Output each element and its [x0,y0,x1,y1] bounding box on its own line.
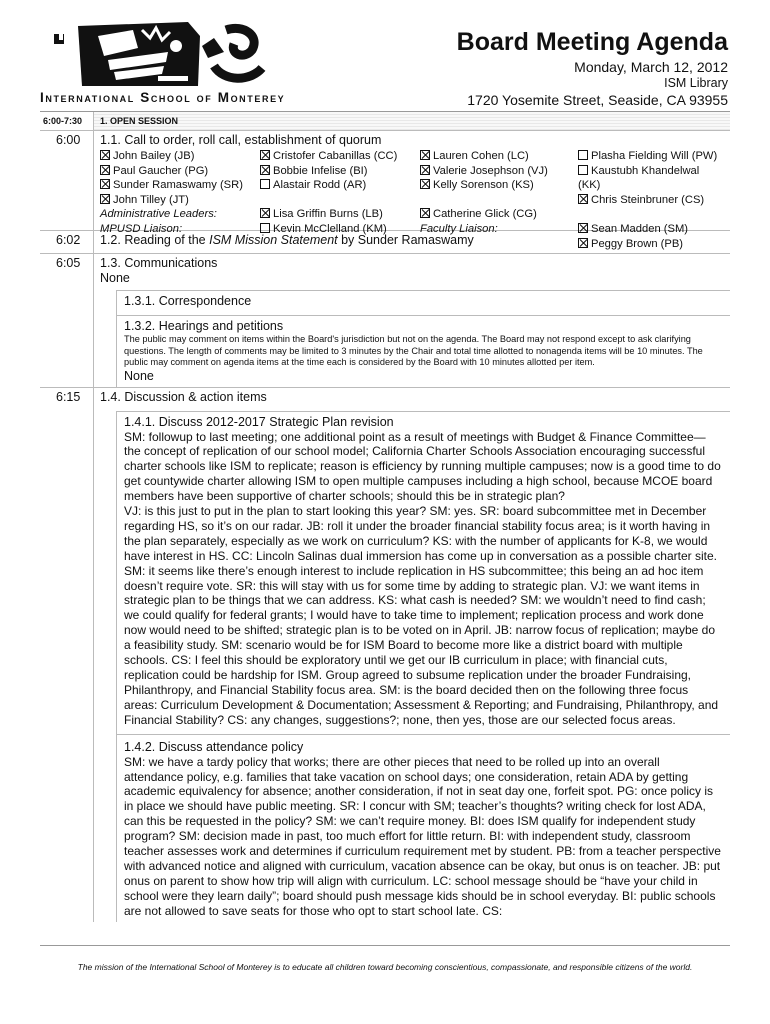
faculty-liaison-label: Faculty Liaison: [420,222,498,235]
roll-entry[interactable]: Lauren Cohen (LC) [420,149,548,164]
meeting-address: 1720 Yosemite Street, Seaside, CA 93955 [467,92,728,108]
checked-box-icon [100,165,110,175]
unchecked-box-icon [260,179,270,189]
subitem-note: None [124,368,154,383]
roll-entry[interactable]: Lisa Griffin Burns (LB) [260,207,397,222]
roll-entry[interactable]: Peggy Brown (PB) [578,237,724,252]
unchecked-box-icon [260,223,270,233]
agenda-table [40,111,730,946]
roll-entry[interactable]: Kaustubh Khandelwal (KK) [578,164,700,192]
item-time: 6:15 [56,389,81,404]
checked-box-icon [260,165,270,175]
roll-entry[interactable]: Kevin McClelland (KM) [260,222,397,237]
roll-entry[interactable]: Paul Gaucher (PG) [100,164,243,179]
mpusd-liaison-label: MPUSD Liaison: [100,222,183,235]
item-title: 1.3. Communications [100,256,218,270]
roll-column [578,149,724,251]
item-time: 6:00 [56,133,81,147]
session-header-row [40,112,730,131]
meeting-info [457,28,728,109]
mission-footer: The mission of the International School of Monterey is to educate all children toward becoming conscientious, compassionate, and responsible citizens of the world. [77,962,693,972]
subitem [116,315,730,387]
subitem-text: SM: we have a tardy policy that works; there are other pieces that need to be rolled up into an overall attendance policy, e.g. families that take vacation on school days; one consideration, retain ADA by getting academic equivalency for absence; another consideration, if not in seat day one, forfeit spot. PG: once policy is in place we should have public meeting. SR: I concur with SM; teacher’s thoughts? writing check for lost ADA, can this be requested in the policy? SM: we can’t require money. BI: does ISM qualify for independent study program? SM: decision made in past, too much effort for little return. BI: with independent study, classroom teacher assesses work and determines if curriculum requirement met by student. PB: from a teacher perspective with advanced notice and aligned with curriculum, vacation absence can be okay, but onus is on teacher. JB: put onus on parent to show how trip will align with curriculum. LC: school message should be “have your child in school were they learn daily”; board should push message kids should be in school everyday. BI: public schools are not allowed to save seats for those who opt to start school late. CS: [124,754,721,918]
checked-box-icon [578,223,588,233]
school-name: International School of Monterey [40,90,286,105]
checked-box-icon [420,208,430,218]
admin-leaders-label: Administrative Leaders: [100,208,217,221]
subitem-title: 1.4.1. Discuss 2012-2017 Strategic Plan revision [124,414,394,429]
roll-column [100,149,243,237]
agenda-row [40,254,730,388]
roll-entry[interactable]: Valerie Josephson (VJ) [420,164,548,179]
checked-box-icon [420,165,430,175]
unchecked-box-icon [578,150,588,160]
roll-entry[interactable]: Chris Steinbruner (CS) [578,193,724,208]
subitem-text: SM: followup to last meeting; one additional point as a result of meetings with Budget & Finance Committee—the concept of replication of our school model; California Charter Schools Association encouraging successful charter schools like ISM to replicate; reason is efficiency by running multiple campuses; now is a good time to do get countywide charter allowing ISM to open multiple campuses including a high school, because MCOE board members have been supportive of charter schools; should this be in strategic plan? [124,429,721,504]
roll-entry[interactable]: Alastair Rodd (AR) [260,178,397,193]
item-time: 6:02 [56,233,81,247]
session-title: 1. OPEN SESSION [93,112,730,130]
subitem-title: 1.3.1. Correspondence [124,294,252,308]
roll-entry[interactable]: Kelly Sorenson (KS) [420,178,548,193]
item-cell [93,388,730,922]
page-title: Board Meeting Agenda [456,28,728,56]
checked-box-icon [100,179,110,189]
meeting-location: ISM Library [664,76,728,90]
subitem-text: VJ: is this just to put in the plan to start looking this year? SM: yes. SR: board subcommittee met in December regarding HS, so it’s on our radar. JB: roll it under the broader financial stability focus area; is it worth having in the plan separately, especially as we work on curriculum? KS: with the number of applicants for K-8, we would have interest in HS. CC: Lincoln Salinas dual immersion has come up in conversation as a possible charter site. SM: it seems like there’s enough interest to include replication in HS subcommittee; this being an ad hoc item doesn’t require vote. SR: this will stay with us for some time by adding to strategic plan. VJ: we want items in strategic plan to be things that we can address. KS: what cash is needed? SM: we wouldn’t need to find cash; we could qualify for federal grants; I would have to take time to implement; replication process and work done now would need to be shifted; strategic plan is to be voted on in April. JB: narrow focus of replication; maybe do a feasibility study. SM: scenario would be for ISM Board to become more like a district board with multiple schools. CS: I feel this should be exploratory until we get our IB curriculum in place; with financial cuts, replication could be hardship for ISM. Group agreed to subsume replication under the broader Fundraising, Philanthropy, and Financial Stability focus area. SM: is the board decided then on the following three focus areas: Curriculum Development & Documentation; Assessment & Reporting; and Fundraising, Philanthropy, and Financial Stability? CS: any changes, suggestions?; none, then yes, those are our selected focus areas. [124,504,719,727]
session-time: 6:00-7:30 [43,116,83,126]
checked-box-icon [260,208,270,218]
roll-entry[interactable]: John Tilley (JT) [100,193,243,208]
unchecked-box-icon [578,165,588,175]
subitem [116,290,730,315]
subitem [116,734,730,922]
item-title: 1.4. Discussion & action items [100,389,267,404]
roll-entry[interactable]: Sunder Ramaswamy (SR) [100,178,243,193]
item-title-prefix: 1.2. Reading of the [100,233,210,247]
meeting-date: Monday, March 12, 2012 [574,59,728,75]
checked-box-icon [578,238,588,248]
checked-box-icon [578,194,588,204]
subitem [116,411,730,734]
checked-box-icon [100,150,110,160]
item-note: None [100,271,130,285]
roll-entry[interactable]: Cristofer Cabanillas (CC) [260,149,397,164]
roll-column [260,149,397,237]
checked-box-icon [260,150,270,160]
subitem-text: The public may comment on items within the Board's jurisdiction but not on the agenda. The Board may not respond except to ask clarifying questions. The length of comments may be limited to 3 minutes by the Chair and total time allotted to nonagenda items will be 10 minutes. The public may comment on agenda items at the time each is considered by the Board with 10 minutes allotted per item. [124,334,703,367]
roll-entry[interactable]: Catherine Glick (CG) [420,207,548,222]
roll-entry[interactable]: Plasha Fielding Will (PW) [578,149,724,164]
item-title-suffix: by Sunder Ramaswamy [337,233,474,247]
agenda-row [40,388,730,922]
item-time: 6:05 [56,256,81,270]
roll-entry[interactable]: Bobbie Infelise (BI) [260,164,397,179]
checked-box-icon [420,179,430,189]
checked-box-icon [420,150,430,160]
subitem-title: 1.4.2. Discuss attendance policy [124,739,304,754]
subitem-title: 1.3.2. Hearings and petitions [124,319,284,333]
checked-box-icon [100,194,110,204]
item-title: 1.1. Call to order, roll call, establishment of quorum [100,133,382,147]
item-cell [93,254,730,387]
roll-column [420,149,548,237]
mission-statement-ref: ISM Mission Statement [209,233,338,247]
roll-entry[interactable]: Sean Madden (SM) [578,222,724,237]
page-header [0,0,770,110]
roll-entry[interactable]: John Bailey (JB) [100,149,243,164]
